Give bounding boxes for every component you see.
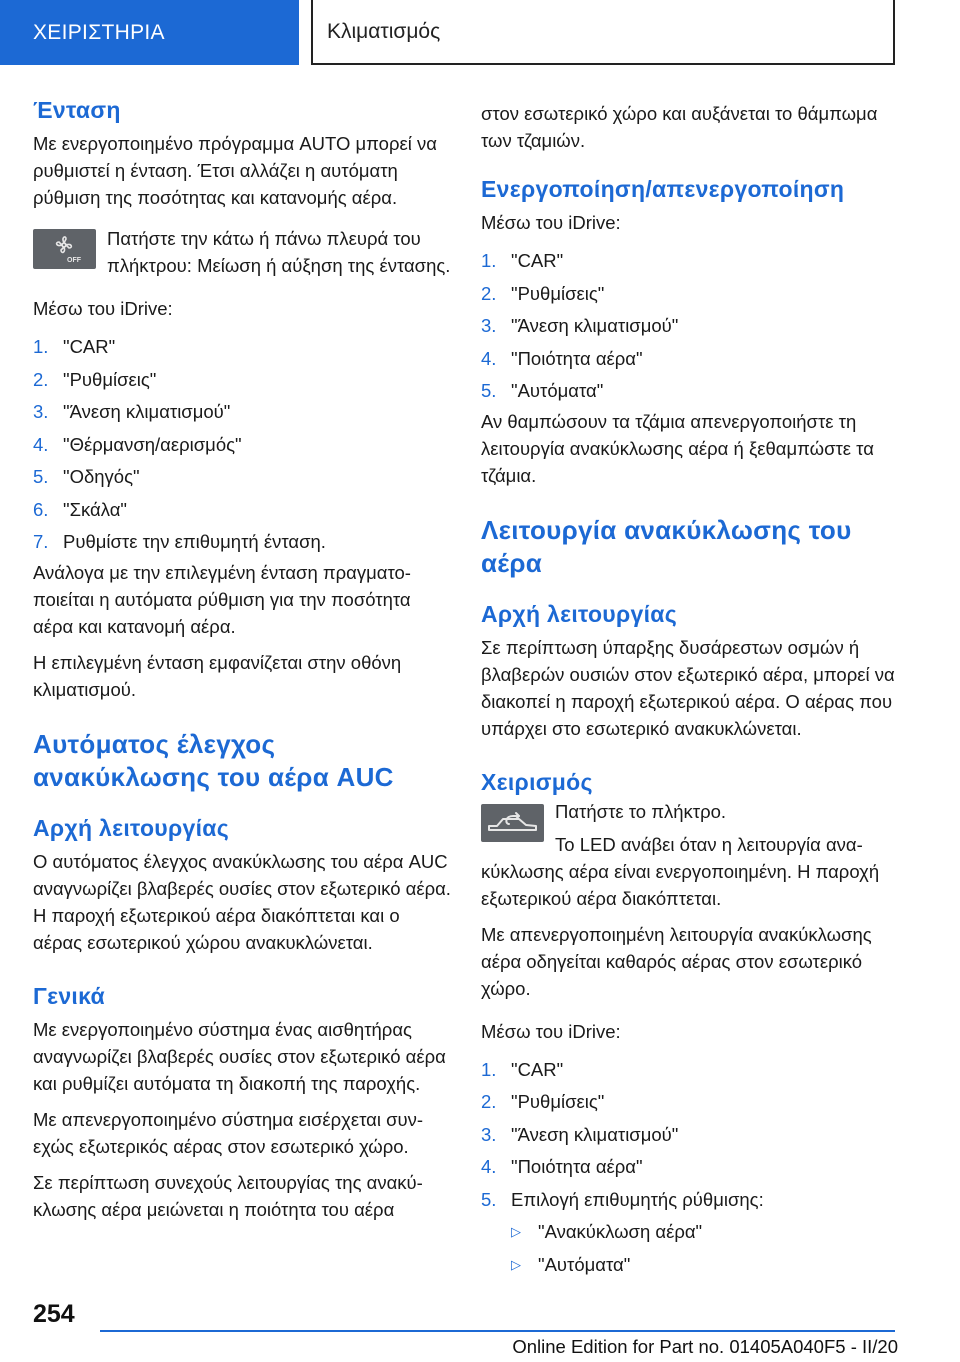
step-item xyxy=(481,1153,899,1180)
step-text: "Άνεση κλιματισμού" xyxy=(511,1123,679,1145)
step-text: "Ποιότητα αέρα" xyxy=(511,347,643,369)
step-number: 1. xyxy=(481,250,497,271)
step-text: "Αυτόματα" xyxy=(511,380,604,401)
intensity-paragraph-3: Η επιλεγμένη ένταση εμφανίζεται στην οθόνη κλιματισμού. xyxy=(33,651,402,700)
step-number: 3. xyxy=(33,401,49,422)
step-text: "CAR" xyxy=(511,250,564,271)
step-item xyxy=(33,463,451,490)
step-item xyxy=(481,1056,899,1083)
operation-paragraph: Με απενεργοποιημένη λειτουργία ανακύκλωσης αέρα οδηγείται καθαρός αέρας στον εσωτερικό χώρο. xyxy=(481,923,872,999)
step-number: 7. xyxy=(33,531,49,552)
page-title-text: Κλιματισμός xyxy=(327,19,441,43)
section-tab: ΧΕΙΡΙΣΤΗΡΙΑ xyxy=(0,0,299,65)
step-text: "Σκάλα" xyxy=(63,498,127,520)
idrive-label-right-2: Μέσω του iDrive: xyxy=(481,1020,621,1042)
step-number: 5. xyxy=(481,1188,497,1210)
op-icon-paragraph-1: Πατήστε το πλήκτρο. xyxy=(555,801,727,822)
recirculation-button-icon xyxy=(481,804,544,842)
step-text: "Ρυθμίσεις" xyxy=(511,1091,605,1112)
principle-paragraph-right: Σε περίπτωση ύπαρξης δυσάρεστων οσμών ή βλαβερών ουσιών στον εξωτερικό αέρα, μπορεί να διακοπεί η παροχή εξωτερικού αέρα. Ο αέρας που υπάρχει στο εσωτερικό ανακυκλώνεται. xyxy=(481,636,895,739)
general-paragraph-2: Με απενεργοποιημένο σύστημα εισέρχεται συνεχώς εξωτερικός αέρας στον εσωτερικό χώρο. xyxy=(33,1108,424,1157)
footer-divider xyxy=(100,1330,895,1332)
fan-speed-button-icon xyxy=(33,229,96,269)
fan-icon xyxy=(33,229,96,269)
step-item xyxy=(481,1186,899,1213)
step-number: 5. xyxy=(33,466,49,487)
step-number: 3. xyxy=(481,1123,497,1145)
idrive-label: Μέσω του iDrive: xyxy=(33,298,173,319)
step-text: "CAR" xyxy=(511,1058,564,1080)
recirculation-substeps xyxy=(481,1218,899,1278)
step-number: 6. xyxy=(33,498,49,520)
step-item xyxy=(481,345,899,372)
step-item xyxy=(481,280,899,307)
step-text: "Άνεση κλιματισμού" xyxy=(511,315,679,336)
right-column xyxy=(481,96,899,1283)
onoff-steps xyxy=(481,247,899,404)
step-number: 1. xyxy=(481,1058,497,1080)
step-item xyxy=(33,431,451,458)
page-title xyxy=(311,0,895,65)
step-item xyxy=(481,377,899,404)
principle-heading-right: Αρχή λειτουργίας xyxy=(481,600,677,627)
step-number: 5. xyxy=(481,380,497,401)
edition-note: Online Edition for Part no. 01405A040F5 - II/20 xyxy=(512,1336,898,1357)
step-text: "Ρυθμίσεις" xyxy=(63,368,157,390)
step-item xyxy=(481,312,899,339)
auc-heading: Αυτόματος έλεγχος ανακύκλωσης του αέρα AUC xyxy=(33,728,394,792)
step-item xyxy=(33,333,451,360)
step-item xyxy=(33,398,451,425)
page-number: 254 xyxy=(33,1300,75,1328)
step-text: Επιλογή επιθυμητής ρύθμισης: xyxy=(511,1188,764,1210)
principle-heading-left: Αρχή λειτουργίας xyxy=(33,814,229,841)
step-item xyxy=(481,1088,899,1115)
step-item xyxy=(481,247,899,274)
onoff-paragraph: Αν θαμπώσουν τα τζάμια απενεργοποιήστε τη λειτουργία ανακύκλωσης αέρα ή ξεθαμπώστε τα τζάμια. xyxy=(481,410,874,486)
fan-button-instruction xyxy=(33,225,451,279)
step-number: 2. xyxy=(481,1091,497,1112)
recirculation-heading: Λειτουργία ανακύκλωσης του αέρα xyxy=(481,514,852,578)
step-text: "CAR" xyxy=(63,336,116,357)
fan-off-label: OFF xyxy=(67,257,81,264)
intensity-steps xyxy=(33,333,451,555)
intensity-heading: Ένταση xyxy=(33,97,121,123)
step-text: Ρυθμίστε την επιθυμητή ένταση. xyxy=(63,531,326,552)
step-item xyxy=(33,496,451,523)
car-recirculation-icon xyxy=(481,804,544,842)
step-number: 2. xyxy=(481,282,497,304)
step-text: "Άνεση κλιματισμού" xyxy=(63,401,231,422)
general-paragraph-1: Με ενεργοποιημένο σύστημα ένας αισθητήρας αναγνωρίζει βλαβερές ουσίες στον εξωτερικό αέρα και ρυθμίζει αυτόματα τη διακοπή της παροχής. xyxy=(33,1018,446,1094)
step-text: "Οδηγός" xyxy=(63,466,140,487)
onoff-heading: Ενεργοποίηση/απενεργοποίηση xyxy=(481,176,845,202)
step-item xyxy=(481,1121,899,1148)
intensity-paragraph-2: Ανάλογα με την επιλεγμένη ένταση πραγματοποιείται η αυτόματα ρύθμιση για την ποσότητα αέρα και κατανομή αέρα. xyxy=(33,561,411,637)
general-paragraph-3: Σε περίπτωση συνεχούς λειτουργίας της ανακύκλωσης αέρα μειώνεται η ποιότητα του αέρα xyxy=(33,1171,423,1220)
step-number: 3. xyxy=(481,315,497,336)
step-number: 4. xyxy=(481,347,497,369)
substep-item xyxy=(511,1218,899,1245)
triangle-bullet-icon: ▷ xyxy=(511,1224,521,1239)
recirculation-steps xyxy=(481,1056,899,1213)
step-text: "Ποιότητα αέρα" xyxy=(511,1156,643,1177)
triangle-bullet-icon: ▷ xyxy=(511,1256,521,1272)
step-item xyxy=(33,528,451,555)
step-number: 4. xyxy=(481,1156,497,1177)
operation-heading: Χειρισμός xyxy=(481,768,593,795)
step-number: 2. xyxy=(33,368,49,390)
step-text: "Θέρμανση/αερισμός" xyxy=(63,433,242,455)
principle-paragraph-left: Ο αυτόματος έλεγχος ανακύκλωσης του αέρα AUC αναγνωρίζει βλαβερές ουσίες στον εξωτερικό αέρα. Η παροχή εξωτερικού αέρα διακόπτεται και ο αέρας εσωτερικού χώρου ανακυκλώνεται. xyxy=(33,850,451,953)
op-icon-paragraph-2: Το LED ανάβει όταν η λειτουργία ανακύκλωσης αέρα είναι ενεργοποιημένη. Η παροχή εξωτερικού αέρα διακόπτεται. xyxy=(481,833,880,909)
substep-text: "Αυτόματα" xyxy=(538,1253,631,1275)
step-number: 1. xyxy=(33,336,49,357)
substep-text: "Ανακύκλωση αέρα" xyxy=(538,1221,703,1242)
idrive-label-right: Μέσω του iDrive: xyxy=(481,212,621,233)
substep-item xyxy=(511,1251,899,1278)
step-item xyxy=(33,366,451,393)
recirculation-button-instruction xyxy=(481,802,899,912)
left-column xyxy=(33,96,451,1223)
general-heading: Γενικά xyxy=(33,982,105,1009)
step-text: "Ρυθμίσεις" xyxy=(511,282,605,304)
intensity-paragraph-1: Με ενεργοποιημένο πρόγραμμα AUTO μπορεί να ρυθμιστεί η ένταση. Έτσι αλλάζει η αυτόματη ρύθμιση της ποσότητας και κατανομής αέρα. xyxy=(33,133,437,208)
intensity-icon-text: Πατήστε την κάτω ή πάνω πλευρά του πλήκτρου: Μείωση ή αύξηση της έντασης. xyxy=(107,228,451,276)
step-number: 4. xyxy=(33,433,49,455)
continued-paragraph: στον εσωτερικό χώρο και αυξάνεται το θάμπωμα των τζαμιών. xyxy=(481,103,878,151)
